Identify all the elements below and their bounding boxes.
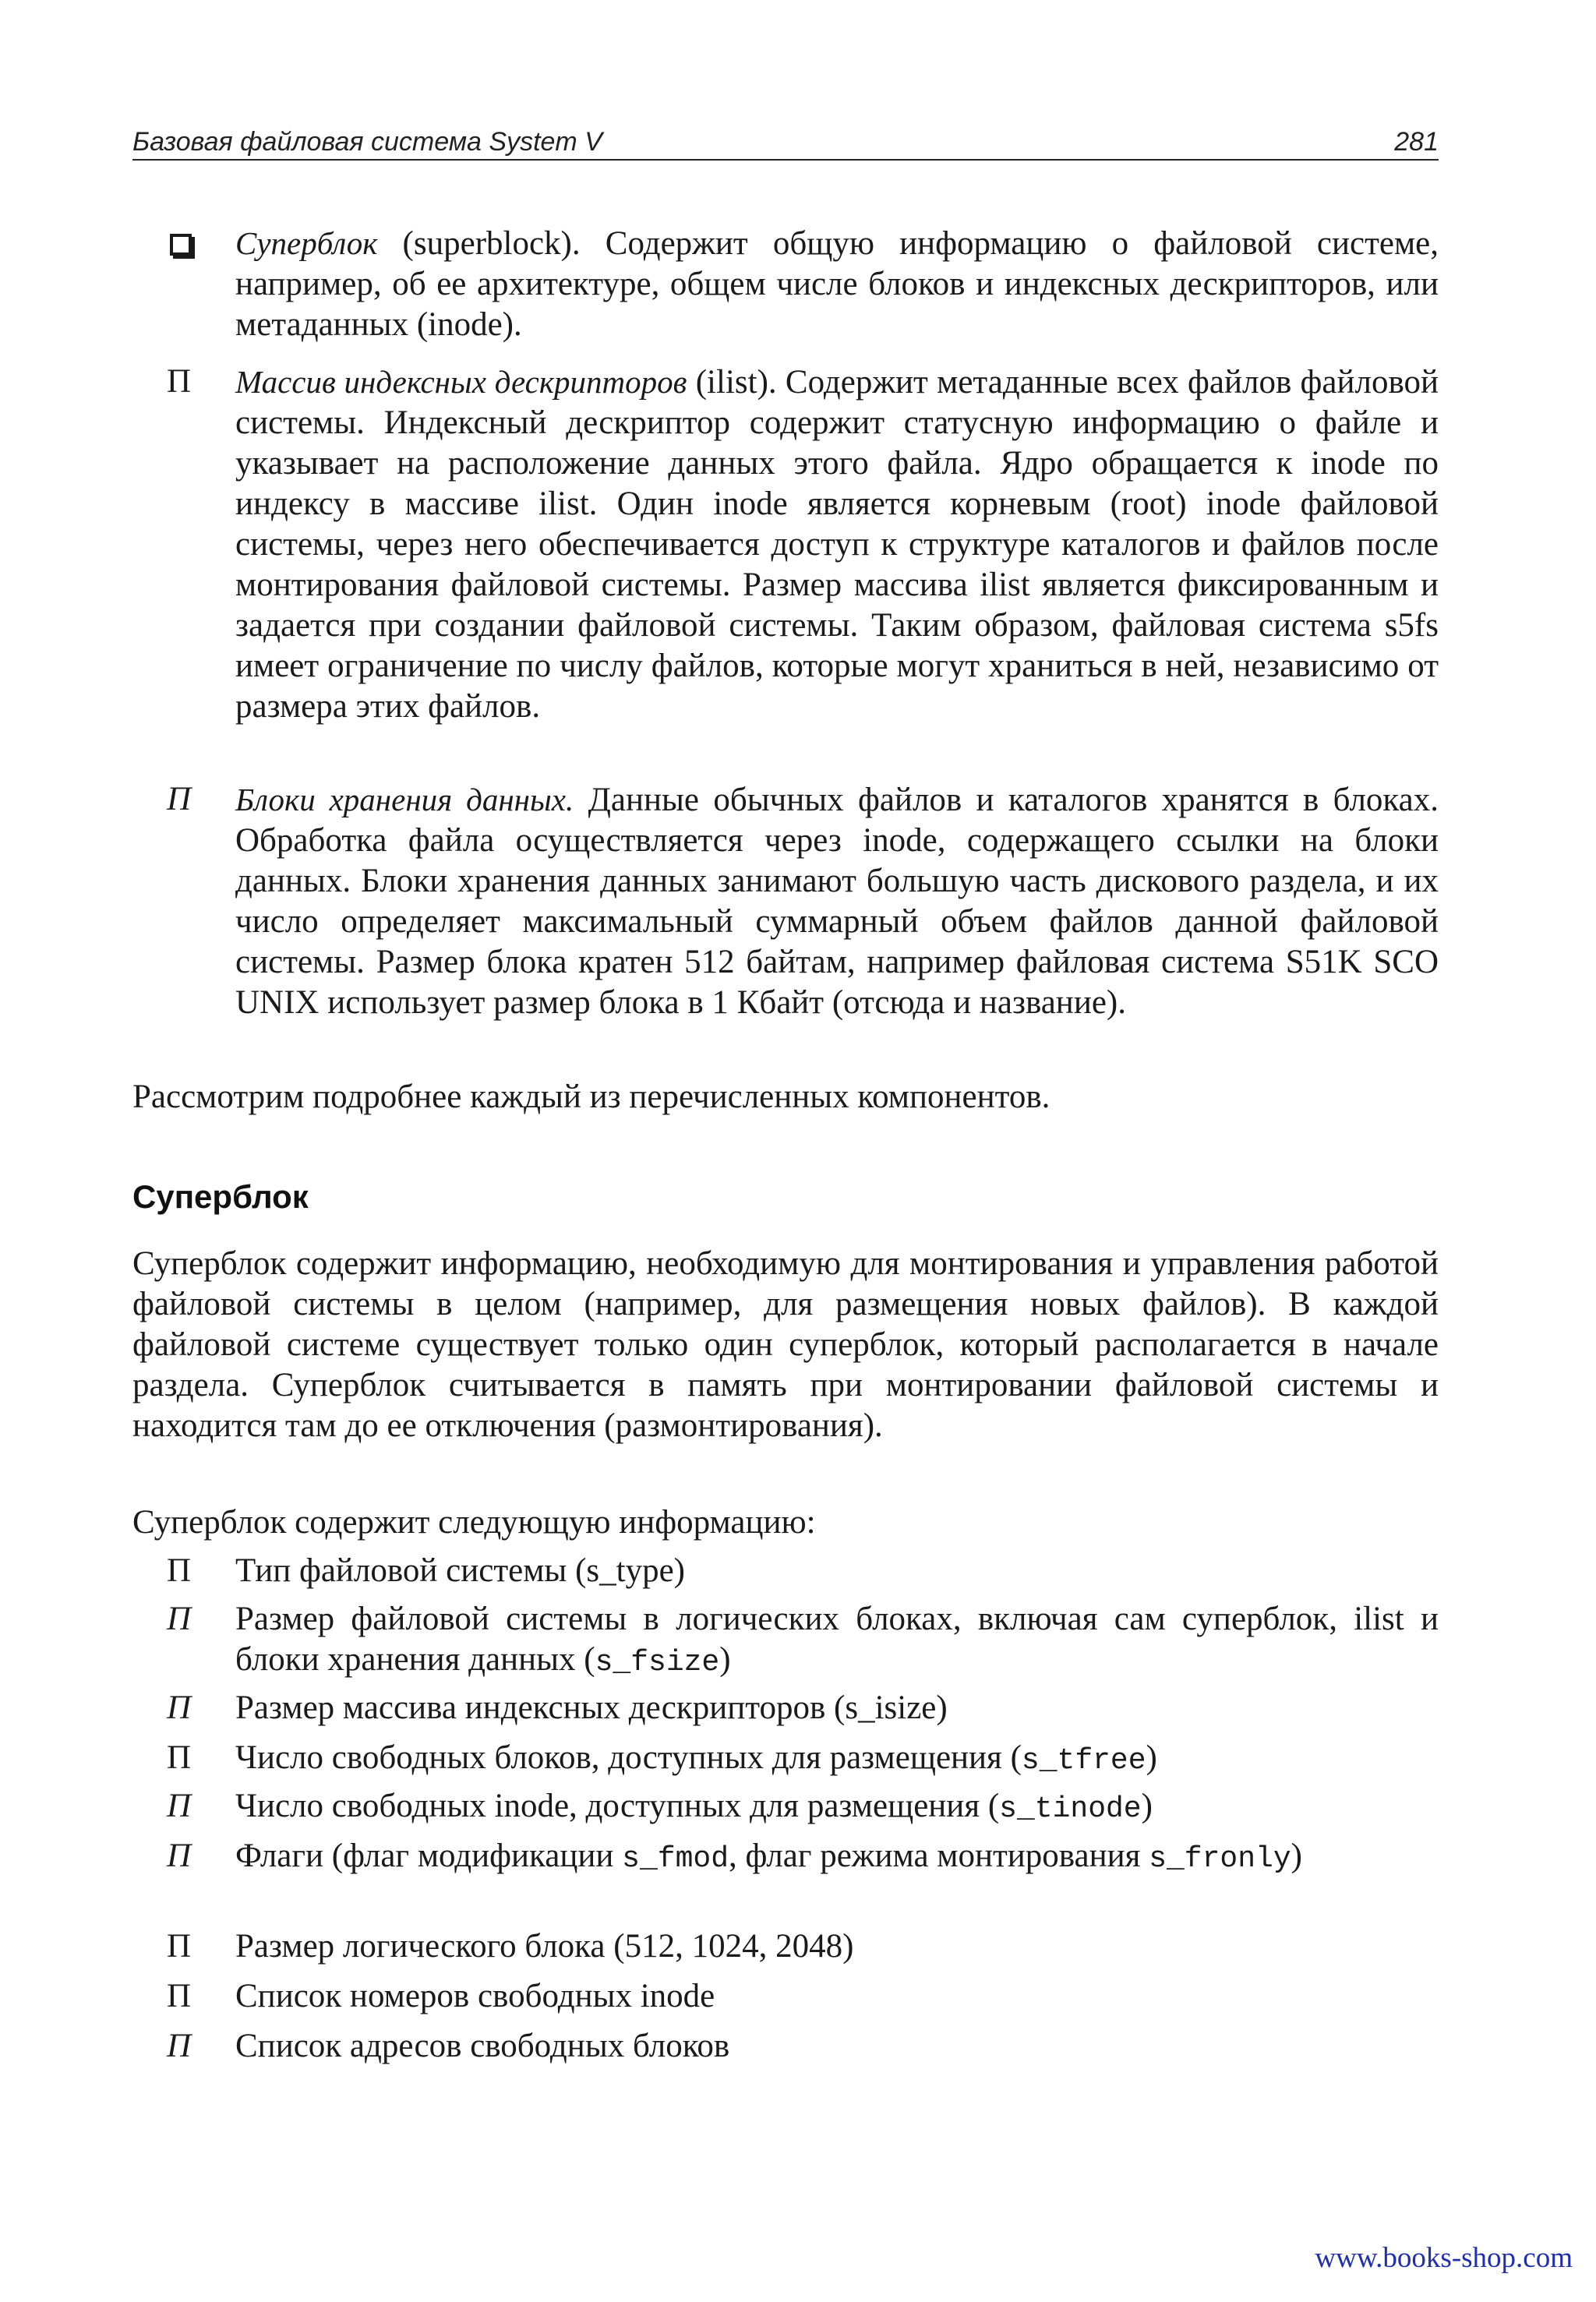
header-title: Базовая файловая система System V: [132, 127, 602, 157]
field-code: s_type: [586, 1552, 674, 1589]
list-marker: П: [167, 1978, 192, 2014]
field-item: П Число свободных inode, доступных для размещения (s_tinode): [167, 1788, 1153, 1826]
field-item: [167, 1976, 1439, 2017]
field-text: Размер файловой системы в логических блоках, включая сам суперблок, ilist и блоки хранения данных (: [235, 1601, 1439, 1678]
checkbox-bullet-icon: [170, 234, 192, 256]
list-marker: П: [167, 1838, 192, 1874]
field-text: Число свободных inode, доступных для размещения (: [235, 1788, 1000, 1824]
list-marker: П: [167, 1689, 192, 1726]
component-description: (superblock). Содержит общую информацию о файловой системе, например, об ее архитектуре, общем числе блоков и индексных дескрипторов, или метаданных (inode).: [235, 225, 1439, 343]
field-item: П Тип файловой системы (s_type): [170, 1551, 1439, 1591]
field-item: [167, 1926, 1439, 1967]
field-item: П Число свободных блоков, доступных для размещения (s_tfree): [167, 1739, 1157, 1778]
list-marker: П: [167, 1601, 192, 1637]
field-code: s_fronly: [1149, 1842, 1291, 1876]
component-term: Блоки хранения данных.: [235, 782, 574, 817]
field-text: Список адресов свободных блоков: [235, 2028, 730, 2064]
field-code: s_fmod: [622, 1842, 729, 1876]
field-item: П Размер массива индексных дескрипторов (s_isize): [170, 1688, 1439, 1728]
component-term: Суперблок: [235, 225, 378, 261]
component-term: Массив индексных дескрипторов: [235, 364, 687, 400]
field-code: s_fsize: [595, 1646, 720, 1679]
list-marker: П: [167, 1552, 192, 1589]
component-description: Данные обычных файлов и каталогов хранятся в блоках. Обработка файла осуществляется через inode, содержащего ссылки на блоки данных. Блоки хранения данных занимают большую часть дискового раздела, и их число определяет максимальный суммарный объем файлов данной файловой системы. Размер блока кратен 512 байтам, например файловая система S51K SCO UNIX использует размер блока в 1 Кбайт (отсюда и название).: [235, 782, 1439, 1021]
component-text: [235, 223, 1439, 345]
list-marker: П: [167, 1739, 192, 1776]
component-text: [235, 362, 1439, 727]
component-item-superblock: [170, 223, 1439, 345]
field-code: s_tinode: [999, 1792, 1142, 1826]
footer-website-link[interactable]: www.books-shop.com: [1315, 2242, 1573, 2274]
component-text: [235, 779, 1439, 1023]
list-marker: П: [167, 1928, 192, 1965]
section-heading: Суперблок: [132, 1178, 309, 1215]
list-marker: П: [167, 781, 192, 817]
summary-paragraph: Рассмотрим подробнее каждый из перечисленных компонентов.: [132, 1079, 1050, 1115]
running-header: [132, 117, 1439, 161]
page-number: 281: [1394, 127, 1439, 157]
field-text: Число свободных блоков, доступных для размещения (: [235, 1739, 1022, 1776]
list-marker: П: [167, 363, 192, 400]
list-marker: П: [167, 1788, 192, 1824]
field-item: [167, 2026, 1439, 2067]
section-paragraph: Суперблок содержит информацию, необходимую для монтирования и управления работой файловой системы в целом (например, для размещения новых файлов). В каждой файловой системе существует только один суперблок, который располагается в начале раздела. Суперблок считывается в память при монтировании файловой системы и находится там до ее отключения (размонтирования).: [132, 1245, 1439, 1444]
field-code: s_isize: [845, 1689, 937, 1726]
field-item: П Размер файловой системы в логических блоках, включая сам суперблок, ilist и блоки хранения данных (s_fsize): [167, 1601, 1439, 1679]
field-text: Флаги (флаг модификации: [235, 1838, 623, 1874]
component-item-data-blocks: [167, 779, 1439, 1023]
field-text: Размер массива индексных дескрипторов (: [235, 1689, 846, 1726]
field-text: Размер логического блока (512, 1024, 2048): [235, 1928, 854, 1965]
component-description: (ilist). Содержит метаданные всех файлов файловой системы. Индексный дескриптор содержит статусную информацию о файле и указывает на расположение данных этого файла. Ядро обращается к inode по индексу в массиве ilist. Один inode является корневым (root) inode файловой системы, через него обеспечивается доступ к структуре каталогов и файлов после монтирования файловой системы. Размер массива ilist является фиксированным и задается при создании файловой системы. Таким образом, файловая система s5fs имеет ограничение по числу файлов, которые могут храниться в ней, независимо от размера этих файлов.: [235, 364, 1439, 725]
field-text: Тип файловой системы (: [235, 1552, 587, 1589]
component-item-ilist: [167, 362, 1439, 727]
field-text: Список номеров свободных inode: [235, 1978, 715, 2014]
list-intro: Суперблок содержит следующую информацию:: [132, 1504, 816, 1541]
field-code: s_tfree: [1021, 1744, 1146, 1778]
field-item: П Флаги (флаг модификации s_fmod, флаг режима монтирования s_fronly): [167, 1838, 1302, 1876]
list-marker: П: [167, 2028, 192, 2064]
